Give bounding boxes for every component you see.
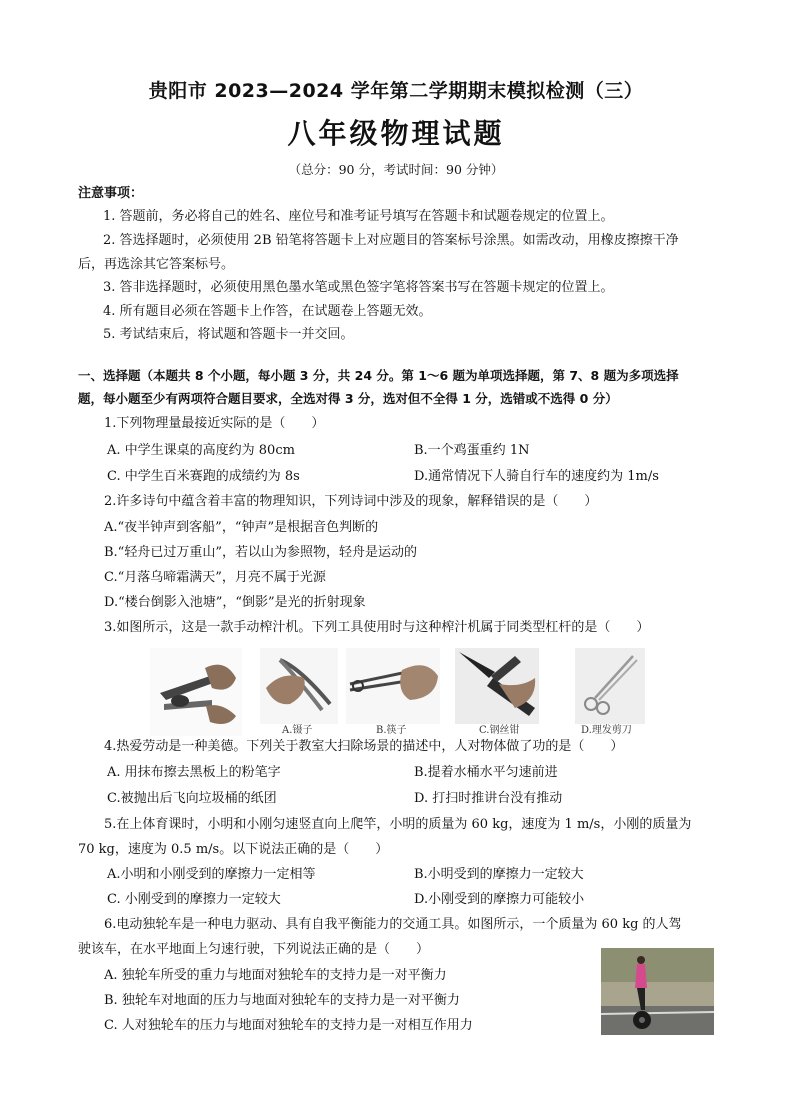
notice-item-4: 4. 所有题目必须在答题卡上作答，在试题卷上答题无效。 <box>103 304 432 319</box>
juicer-figure <box>150 648 242 736</box>
question-5-option-c: C. 小刚受到的摩擦力一定较大 <box>107 892 281 907</box>
section-heading: 一、选择题（本题共 8 个小题，每小题 3 分，共 24 分。第 1～6 题为单项选择题，第 7、8 题为多项选择 <box>78 368 679 383</box>
question-4-option-d: D. 打扫时推讲台没有推动 <box>414 791 563 806</box>
tool-label-c: C.钢丝钳 <box>479 725 520 736</box>
question-4-stem: 4.热爱劳动是一种美德。下列关于教室大扫除场景的描述中，人对物体做了功的是（ ） <box>104 739 624 754</box>
tool-label-b: B.筷子 <box>376 725 407 736</box>
unicycle-photo <box>601 948 714 1035</box>
question-1-option-b: B.一个鸡蛋重约 1N <box>414 443 530 458</box>
notice-item-1: 1. 答题前，务必将自己的姓名、座位号和准考证号填写在答题卡和试题卷规定的位置上。 <box>103 209 614 224</box>
question-4-option-a: A. 用抹布擦去黑板上的粉笔字 <box>107 765 281 780</box>
question-6-option-c: C. 人对独轮车的压力与地面对独轮车的支持力是一对相互作用力 <box>104 1018 473 1033</box>
question-5-option-d: D.小刚受到的摩擦力可能较小 <box>414 892 585 907</box>
question-1-option-a: A. 中学生课桌的高度约为 80cm <box>107 443 295 458</box>
tool-label-a: A.镊子 <box>282 725 313 736</box>
question-4-option-b: B.提着水桶水平匀速前进 <box>414 765 558 780</box>
chopsticks-figure <box>346 648 440 736</box>
question-4-option-c: C.被抛出后飞向垃圾桶的纸团 <box>107 791 277 806</box>
question-5-option-a: A.小明和小刚受到的摩擦力一定相等 <box>107 867 316 882</box>
notice-item-3: 3. 答非选择题时，必须使用黑色墨水笔或黑色签字笔将答案书写在答题卡规定的位置上。 <box>103 280 614 295</box>
notice-heading: 注意事项： <box>78 186 144 201</box>
notice-item-2: 2. 答选择题时，必须使用 2B 铅笔将答题卡上对应题目的答案标号涂黑。如需改动，用橡皮擦擦干净 <box>103 233 679 248</box>
question-1-option-d: D.通常情况下人骑自行车的速度约为 1m/s <box>414 469 659 484</box>
question-2-option-c: C.“月落乌啼霜满天”，月亮不属于光源 <box>104 570 326 585</box>
tool-label-d: D.理发剪刀 <box>581 725 632 736</box>
notice-item-2-cont: 后，再选涂其它答案标号。 <box>78 257 235 272</box>
question-2-option-a: A.“夜半钟声到客船”，“钟声”是根据音色判断的 <box>104 520 379 535</box>
question-2-option-b: B.“轻舟已过万重山”，若以山为参照物，轻舟是运动的 <box>104 545 417 560</box>
question-1-option-c: C. 中学生百米赛跑的成绩约为 8s <box>107 469 300 484</box>
question-3-stem: 3.如图所示，这是一款手动榨汁机。下列工具使用时与这种榨汁机属于同类型杠杆的是（ ） <box>104 620 650 635</box>
question-2-stem: 2.许多诗句中蕴含着丰富的物理知识，下列诗词中涉及的现象，解释错误的是（ ） <box>104 494 598 509</box>
tweezers-figure <box>260 648 338 736</box>
notice-item-5: 5. 考试结束后，将试题和答题卡一并交回。 <box>103 327 354 342</box>
question-6-option-b: B. 独轮车对地面的压力与地面对独轮车的支持力是一对平衡力 <box>104 993 460 1008</box>
question-2-option-d: D.“楼台倒影入池塘”，“倒影”是光的折射现象 <box>104 595 366 610</box>
exam-subject-title: 八年级物理试题 <box>287 117 505 150</box>
question-6-stem: 6.电动独轮车是一种电力驱动、具有自我平衡能力的交通工具。如图所示，一个质量为 60 kg 的人驾 <box>104 917 682 932</box>
question-5-stem-cont: 70 kg，速度为 0.5 m/s。以下说法正确的是（ ） <box>78 842 389 857</box>
question-1-stem: 1.下列物理量最接近实际的是（ ） <box>104 416 325 431</box>
question-5-stem: 5.在上体育课时，小明和小刚匀速竖直向上爬竿，小明的质量为 60 kg，速度为 1 m/s，小刚的质量为 <box>104 817 692 832</box>
pliers-figure <box>455 648 539 736</box>
question-6-stem-cont: 驶该车，在水平地面上匀速行驶，下列说法正确的是（ ） <box>78 942 430 957</box>
question-6-option-a: A. 独轮车所受的重力与地面对独轮车的支持力是一对平衡力 <box>104 968 447 983</box>
exam-info: （总分：90 分，考试时间：90 分钟） <box>288 162 504 177</box>
exam-title: 贵阳市 2023—2024 学年第二学期期末模拟检测（三） <box>148 80 644 102</box>
section-heading-cont: 题，每小题至少有两项符合题目要求，全选对得 3 分，选对但不全得 1 分，选错或不选得 0 分） <box>78 391 618 406</box>
question-5-option-b: B.小明受到的摩擦力一定较大 <box>414 867 584 882</box>
question-3-figures <box>150 648 710 738</box>
scissors-figure <box>575 648 645 736</box>
